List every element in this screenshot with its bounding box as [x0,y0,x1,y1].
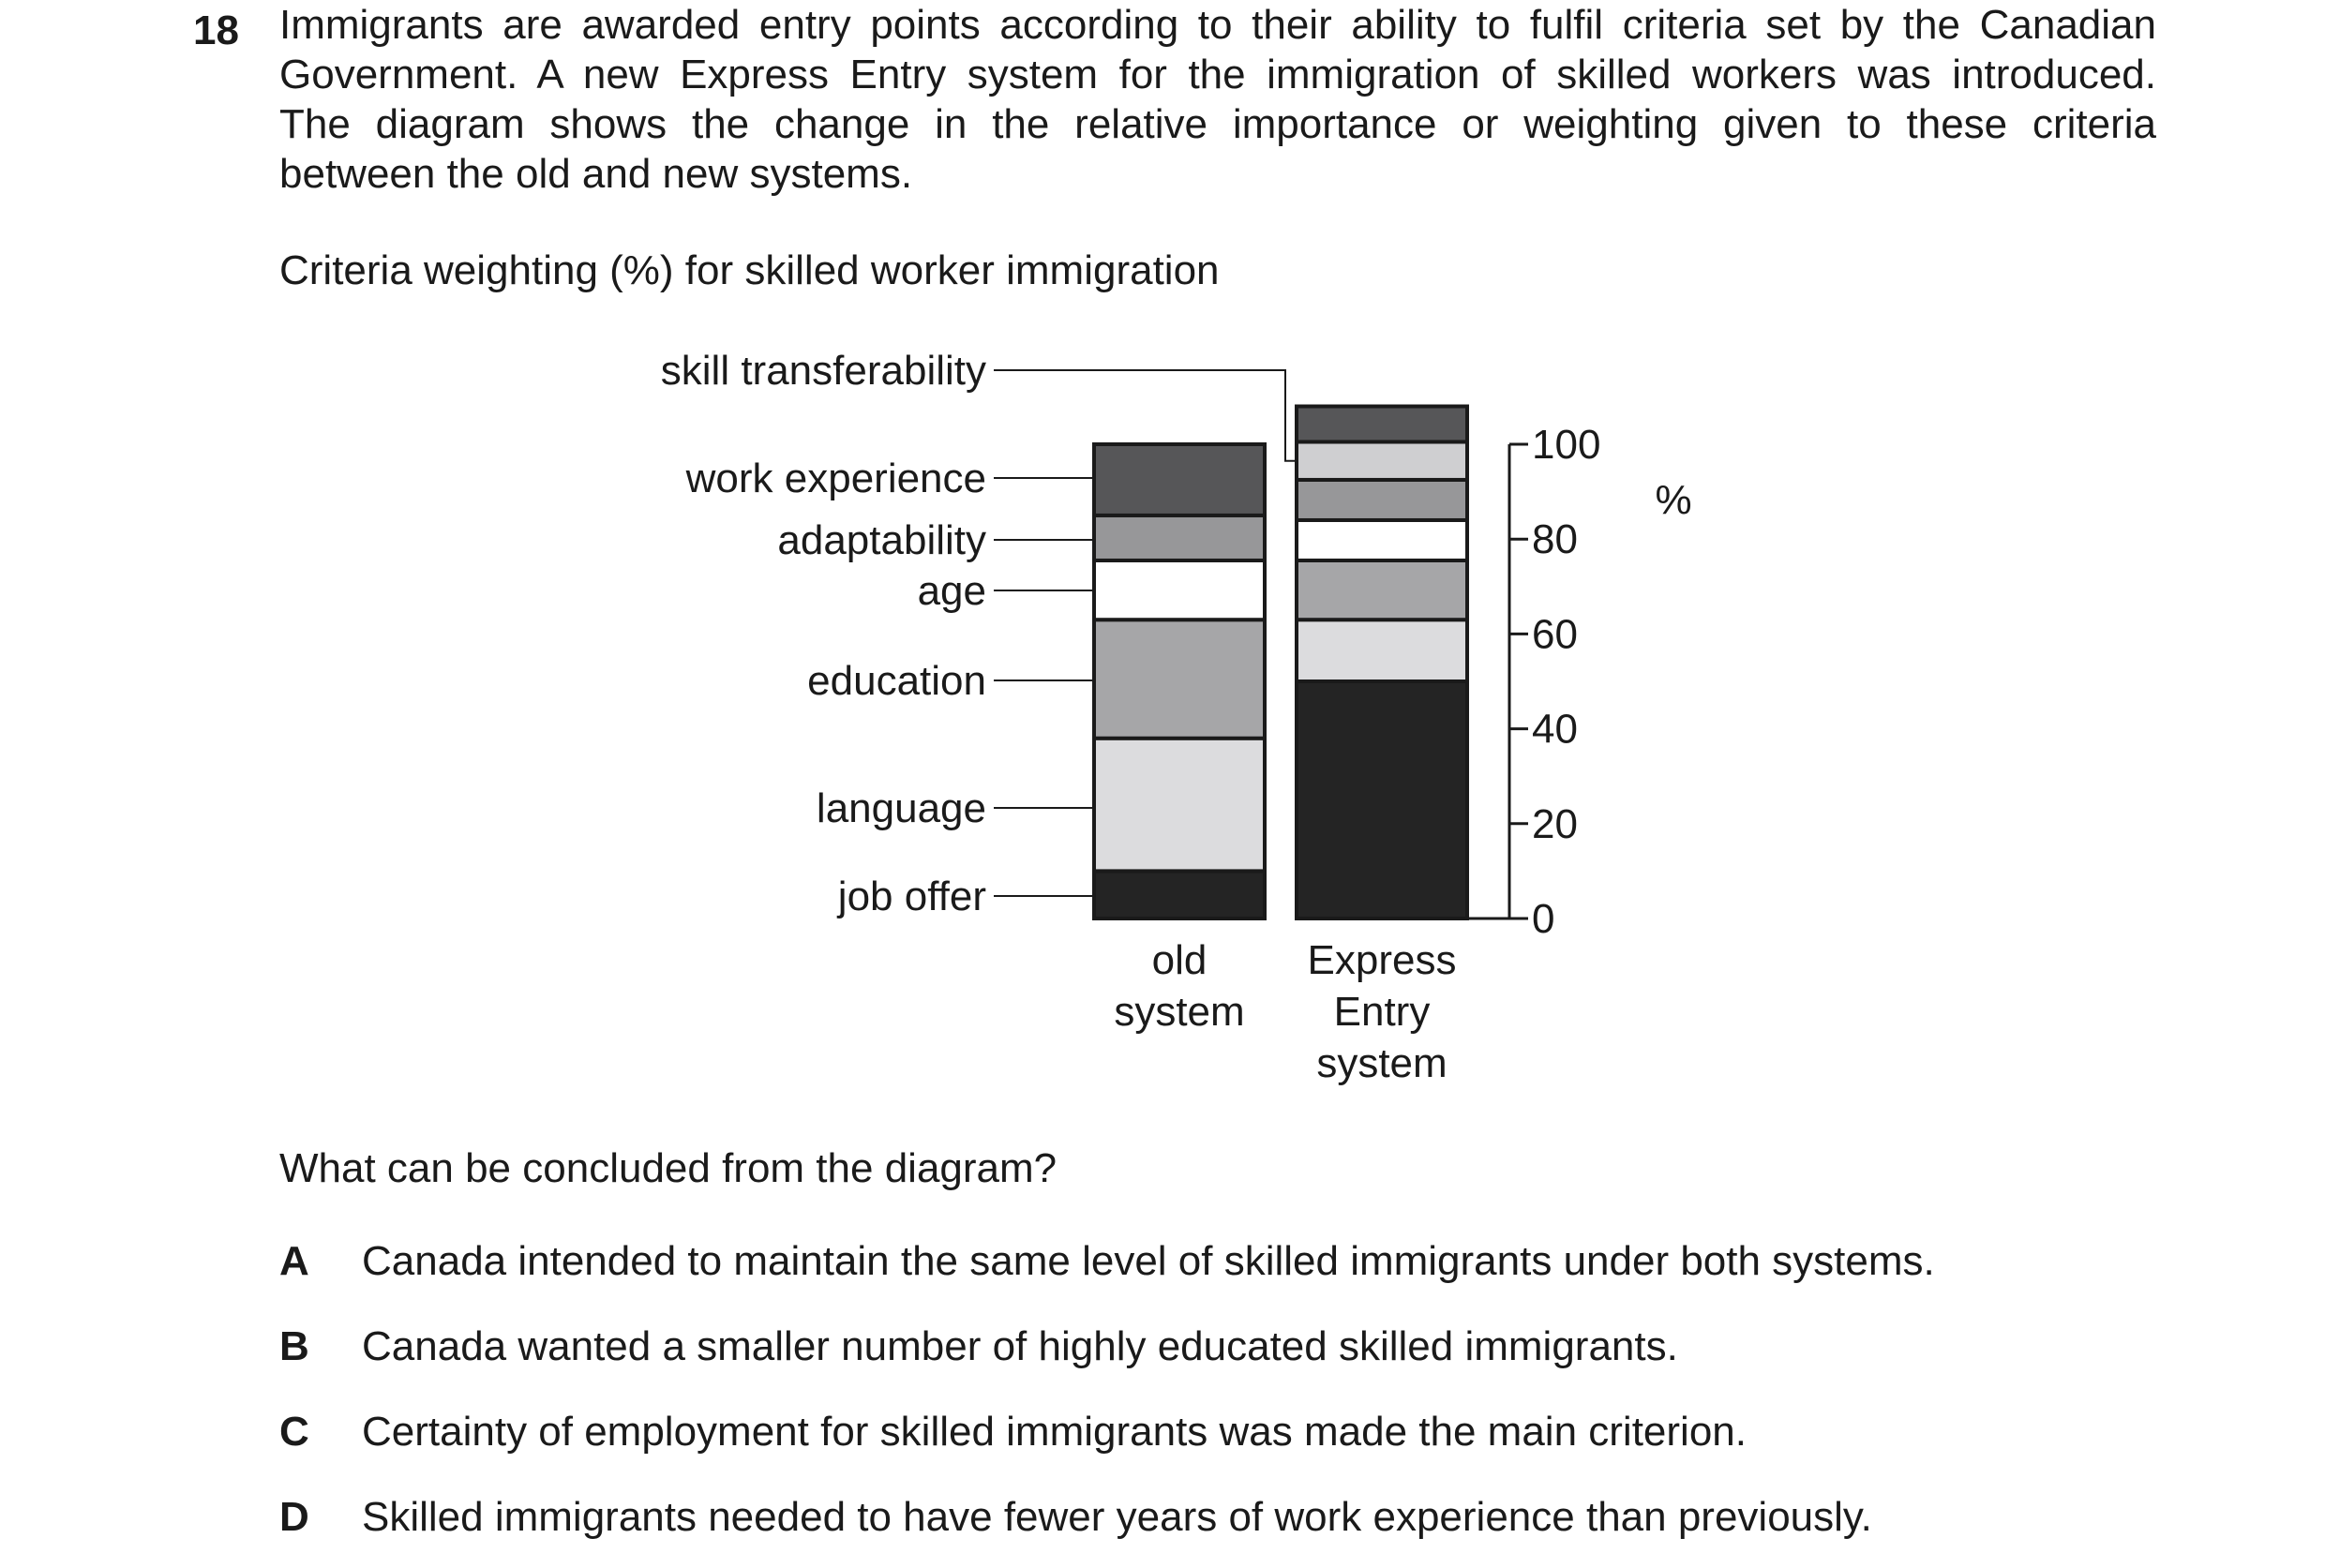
chart-caption: Criteria weighting (%) for skilled worker immigration [279,247,1220,293]
question-prompt: What can be concluded from the diagram? [279,1145,1058,1191]
option-text: Canada wanted a smaller number of highly educated skilled immigrants. [362,1323,1678,1369]
option-letter: A [279,1238,309,1284]
bar-segment-job-offer [1297,681,1467,918]
option-d[interactable] [279,1491,2154,1544]
category-label: Entry [1333,989,1431,1035]
option-letter: C [279,1409,309,1455]
series-label: skill transferability [660,348,986,394]
y-tick-label: 20 [1532,800,1578,847]
option-letter: D [279,1494,309,1540]
option-text: Skilled immigrants needed to have fewer years of work experience than previously. [362,1494,1872,1540]
bar-segment-education [1094,620,1265,739]
category-label: system [1114,989,1245,1035]
y-axis-unit-label: % [1655,477,1692,523]
option-a[interactable] [279,1235,2154,1288]
y-tick-label: 80 [1532,516,1578,563]
option-c[interactable] [279,1406,2154,1458]
option-text: Certainty of employment for skilled immigrants was made the main criterion. [362,1409,1747,1455]
y-tick-label: 40 [1532,706,1578,753]
question-line: The diagram shows the change in the relative importance or weighting given to these criteria [279,101,2156,147]
question-line: Immigrants are awarded entry points according to their ability to fulfil criteria set by the Canadian [279,2,2156,48]
question-line: Government. A new Express Entry system for the immigration of skilled workers was introduced. [279,52,2156,97]
bar-segment-age [1297,520,1467,560]
y-tick-label: 60 [1532,611,1578,658]
category-label: Express [1307,937,1457,983]
series-label: language [816,785,986,831]
bar-segment-adaptability [1094,515,1265,560]
series-label: age [917,568,986,614]
bar-segment-skill-transferability [1297,441,1467,479]
question-number: 18 [193,7,239,53]
bar-segment-work-experience [1094,444,1265,515]
option-b[interactable] [279,1321,2154,1373]
series-label: education [807,658,986,704]
bar-segment-age [1094,560,1265,620]
category-label: system [1316,1040,1448,1086]
question-line: between the old and new systems. [279,151,913,197]
bar-segment-language [1297,620,1467,681]
bar-segment-language [1094,739,1265,872]
y-tick-label: 100 [1532,422,1601,468]
y-tick-label: 0 [1532,896,1555,942]
series-label: adaptability [777,517,986,563]
bar-segment-adaptability [1297,480,1467,520]
option-text: Canada intended to maintain the same level of skilled immigrants under both systems. [362,1238,1935,1284]
category-label: old [1151,937,1208,983]
bar-segment-education [1297,560,1467,620]
series-label: work experience [685,455,986,501]
bar-segment-work-experience [1297,407,1467,442]
series-label: job offer [837,874,986,919]
bar-segment-job-offer [1094,871,1265,918]
option-letter: B [279,1323,309,1369]
